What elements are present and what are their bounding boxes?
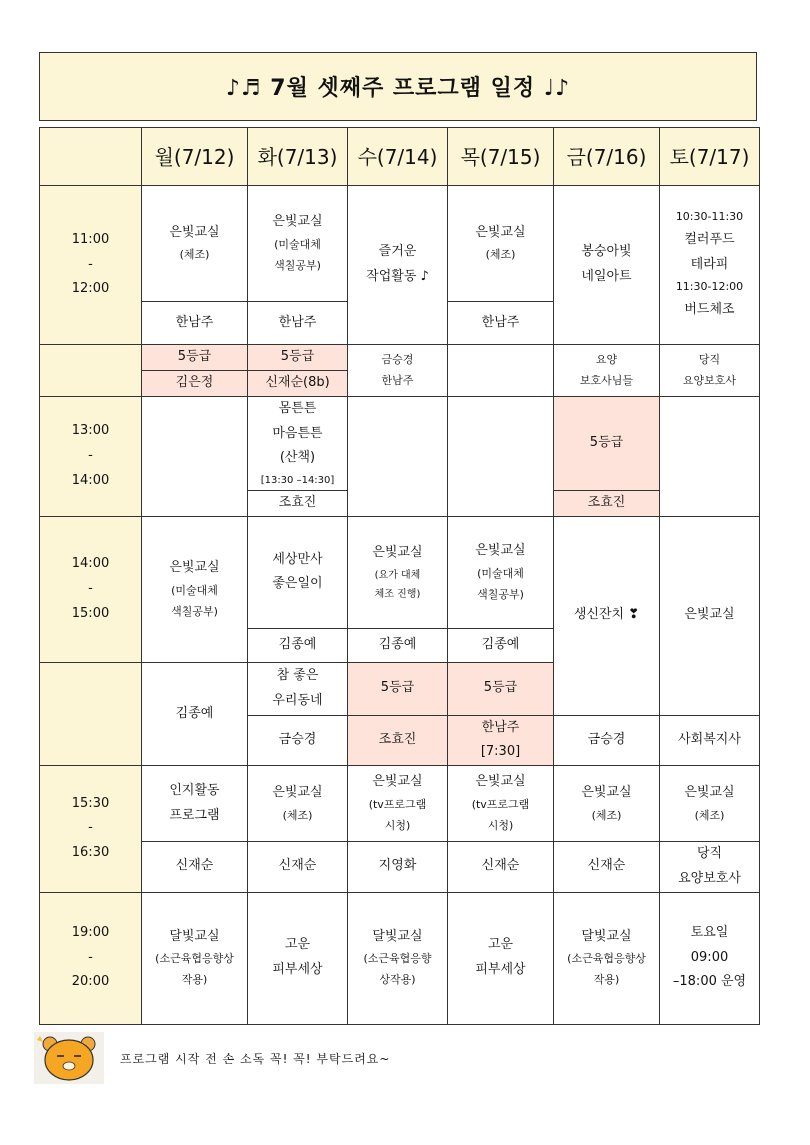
b1-mon-grade: 5등급 bbox=[142, 345, 248, 371]
footer-note bbox=[34, 1032, 390, 1084]
b4-thu-staff: 신재순 bbox=[448, 842, 554, 892]
b1-wed-program: 즐거운 작업활동 ♪ bbox=[348, 186, 448, 345]
day-header-fri: 금(7/16) bbox=[554, 128, 660, 186]
page-title: ♪♬ 7월 셋째주 프로그램 일정 ♩♪ bbox=[39, 52, 757, 121]
header-row bbox=[40, 128, 760, 186]
b2-thu-blank bbox=[448, 397, 554, 517]
b3-mon-staff: 김종예 bbox=[142, 662, 248, 765]
b3-thu-staff: 김종예 bbox=[448, 628, 554, 662]
day-header-wed: 수(7/14) bbox=[348, 128, 448, 186]
b4-thu-program: 은빛교실 (tv프로그램 시청) bbox=[448, 766, 554, 842]
time-cell-1530: 15:30 - 16:30 bbox=[40, 766, 142, 892]
b3-tue-staff: 김종예 bbox=[248, 628, 348, 662]
b5-tue-program: 고운 피부세상 bbox=[248, 892, 348, 1024]
b4-tue-staff: 신재순 bbox=[248, 842, 348, 892]
b3-wed-grade: 5등급 bbox=[348, 662, 448, 715]
footer-text: 프로그램 시작 전 손 소독 꼭! 꼭! 부탁드려요~ bbox=[120, 1051, 391, 1066]
b1-sat-program: 10:30-11:30 컬러푸드 테라피 11:30-12:00 버드체조 bbox=[660, 186, 760, 345]
corner-cell bbox=[40, 128, 142, 186]
day-header-thu: 목(7/15) bbox=[448, 128, 554, 186]
b3-tue-staff-2: 금승경 bbox=[248, 715, 348, 765]
time-cell-blank bbox=[40, 345, 142, 397]
time-cell-11: 11:00 - 12:00 bbox=[40, 186, 142, 345]
b2-tue-staff: 조효진 bbox=[248, 491, 348, 517]
b1-tue-program: 은빛교실 (미술대체 색칠공부) bbox=[248, 186, 348, 302]
time-cell-13: 13:00 - 14:00 bbox=[40, 397, 142, 517]
b1-thu-program: 은빛교실 (체조) bbox=[448, 186, 554, 302]
b3-tue-program-2: 참 좋은 우리동네 bbox=[248, 662, 348, 715]
b1-mon-person: 김은정 bbox=[142, 371, 248, 397]
b1-sat-staff: 당직 요양보호사 bbox=[660, 345, 760, 397]
b2-mon-blank bbox=[142, 397, 248, 517]
b5-fri-program: 달빛교실 (소근육협응향상 작용) bbox=[554, 892, 660, 1024]
b5-wed-program: 달빛교실 (소근육협응향 상작용) bbox=[348, 892, 448, 1024]
b3-sat-staff: 사회복지사 bbox=[660, 715, 760, 765]
b4-mon-program: 인지활동 프로그램 bbox=[142, 766, 248, 842]
b3-fri-staff: 금승경 bbox=[554, 715, 660, 765]
schedule-table bbox=[39, 127, 760, 1025]
b4-fri-staff: 신재순 bbox=[554, 842, 660, 892]
b3-thu-staff-2: 한남주 [7:30] bbox=[448, 715, 554, 765]
b2-sat-blank bbox=[660, 397, 760, 517]
b3-mon-program: 은빛교실 (미술대체 색칠공부) bbox=[142, 516, 248, 662]
day-header-sat: 토(7/17) bbox=[660, 128, 760, 186]
b1-fri-program: 봉숭아빛 네일아트 bbox=[554, 186, 660, 345]
bear-character-icon bbox=[34, 1032, 104, 1084]
day-header-mon: 월(7/12) bbox=[142, 128, 248, 186]
day-header-tue: 화(7/13) bbox=[248, 128, 348, 186]
b4-fri-program: 은빛교실 (체조) bbox=[554, 766, 660, 842]
b1-mon-staff: 한남주 bbox=[142, 302, 248, 345]
b3-tue-program: 세상만사 좋은일이 bbox=[248, 516, 348, 628]
b4-wed-program: 은빛교실 (tv프로그램 시청) bbox=[348, 766, 448, 842]
b1-tue-person: 신재순(8b) bbox=[248, 371, 348, 397]
b4-sat-program: 은빛교실 (체조) bbox=[660, 766, 760, 842]
b1-fri-staff: 요양 보호사님들 bbox=[554, 345, 660, 397]
time-cell-19: 19:00 - 20:00 bbox=[40, 892, 142, 1024]
b4-wed-staff: 지영화 bbox=[348, 842, 448, 892]
b1-thu-blank bbox=[448, 345, 554, 397]
b3-sat-program: 은빛교실 bbox=[660, 516, 760, 715]
time-cell-14: 14:00 - 15:00 bbox=[40, 516, 142, 662]
b1-thu-staff: 한남주 bbox=[448, 302, 554, 345]
b2-wed-blank bbox=[348, 397, 448, 517]
b5-sat-program: 토요일 09:00 –18:00 운영 bbox=[660, 892, 760, 1024]
b3-wed-staff: 김종예 bbox=[348, 628, 448, 662]
b1-tue-staff: 한남주 bbox=[248, 302, 348, 345]
b3-wed-program: 은빛교실 (요가 대체 체조 진행) bbox=[348, 516, 448, 628]
b4-tue-program: 은빛교실 (체조) bbox=[248, 766, 348, 842]
b3-wed-staff-2: 조효진 bbox=[348, 715, 448, 765]
b1-mon-program: 은빛교실 (체조) bbox=[142, 186, 248, 302]
b2-fri-staff: 조효진 bbox=[554, 491, 660, 517]
b4-mon-staff: 신재순 bbox=[142, 842, 248, 892]
b3-fri-program: 생신잔치 ❣ bbox=[554, 516, 660, 715]
time-cell-blank-2 bbox=[40, 662, 142, 765]
b2-tue-program: 몸튼튼 마음튼튼 (산책) [13:30 –14:30] bbox=[248, 397, 348, 491]
b5-thu-program: 고운 피부세상 bbox=[448, 892, 554, 1024]
b1-tue-grade: 5등급 bbox=[248, 345, 348, 371]
b4-sat-staff: 당직 요양보호사 bbox=[660, 842, 760, 892]
b3-thu-grade: 5등급 bbox=[448, 662, 554, 715]
b2-fri-grade: 5등급 bbox=[554, 397, 660, 491]
b5-mon-program: 달빛교실 (소근육협응향상 작용) bbox=[142, 892, 248, 1024]
b3-thu-program: 은빛교실 (미술대체 색칠공부) bbox=[448, 516, 554, 628]
b1-wed-staff: 금승경 한남주 bbox=[348, 345, 448, 397]
